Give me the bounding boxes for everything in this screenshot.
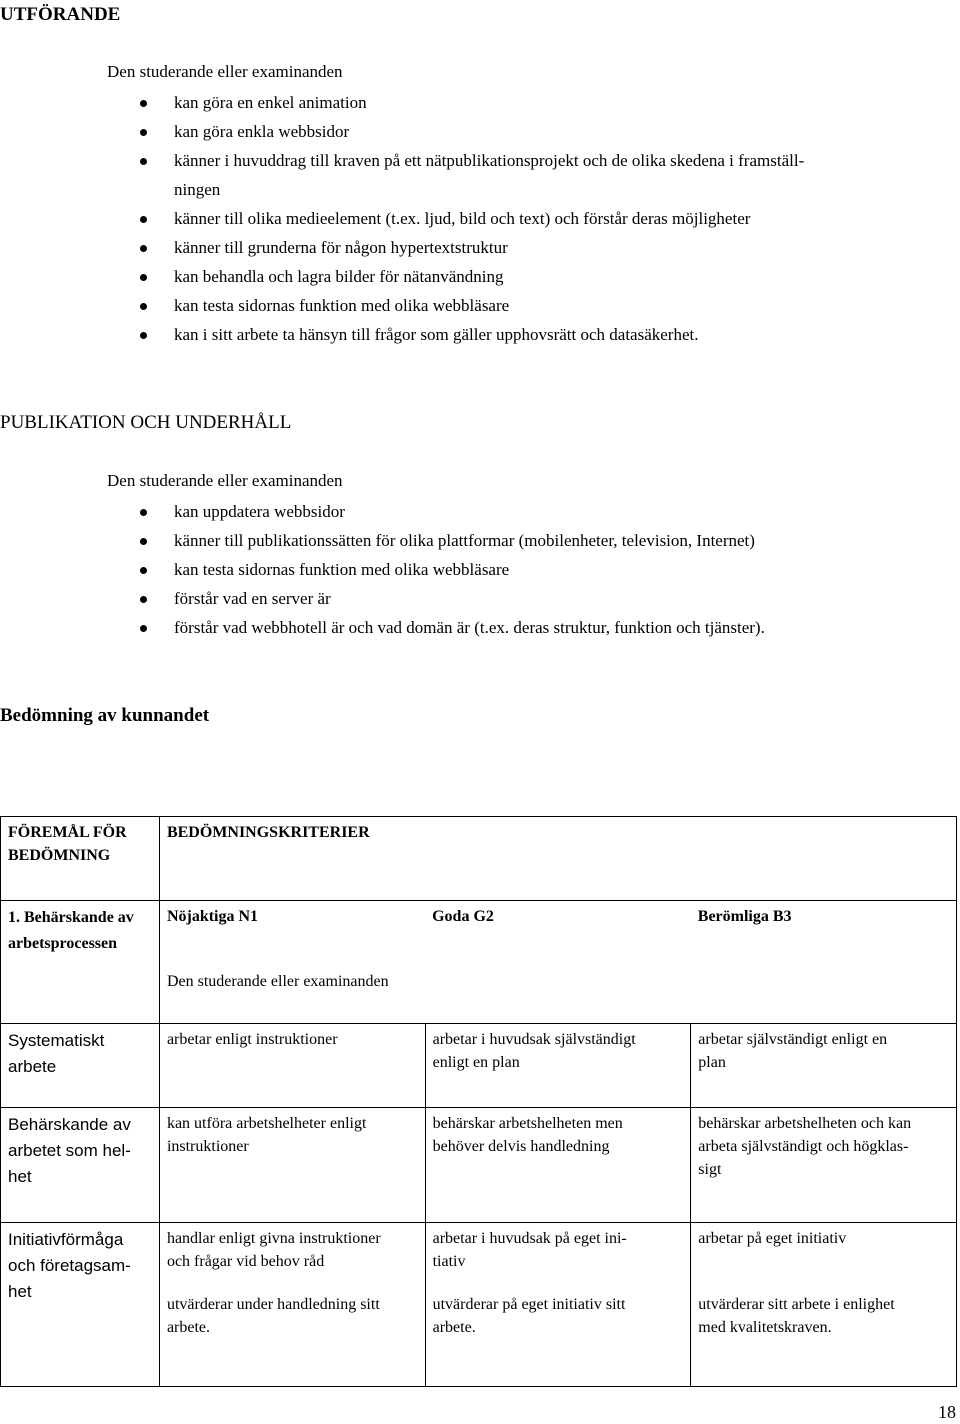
bullet-icon: [140, 567, 147, 574]
bullet-icon: [140, 100, 147, 107]
table-header-row: [1, 817, 957, 901]
bullet-icon: [140, 216, 147, 223]
section1-intro: Den studerande eller examinanden: [107, 62, 343, 81]
bullet-icon: [140, 538, 147, 545]
assessment-table: [0, 816, 957, 1387]
bullet-icon: [140, 509, 147, 516]
cell-g2: behärskar arbetshelheten men behöver delvis handledning: [425, 1108, 691, 1223]
list-item: kan uppdatera webbsidor: [140, 497, 765, 526]
cell-n1: arbetar enligt instruktioner: [159, 1024, 425, 1108]
bullet-icon: [140, 303, 147, 310]
cell-n1: kan utföra arbetshelheter enligt instruktioner: [159, 1108, 425, 1223]
cell-b3: behärskar arbetshelheten och kan arbeta självständigt och högklas- sigt: [691, 1108, 957, 1223]
group-title: 1. Behärskande av arbetsprocessen: [1, 901, 160, 1024]
table-row: [1, 1223, 957, 1387]
list-item: förstår vad en server är: [140, 584, 765, 613]
bullet-icon: [140, 245, 147, 252]
level-b3: Berömliga B3: [691, 901, 957, 956]
list-item: kan göra enkla webbsidor: [140, 117, 804, 146]
section2-intro: Den studerande eller examinanden: [107, 471, 343, 490]
bullet-icon: [140, 332, 147, 339]
cell-g2: arbetar i huvudsak på eget ini- tiativ utvärderar på eget initiativ sitt arbete.: [425, 1223, 691, 1387]
row-label: Behärskande av arbetet som hel- het: [1, 1108, 160, 1223]
bullet-icon: [140, 274, 147, 281]
bullet-icon: [140, 596, 147, 603]
list-item: kan i sitt arbete ta hänsyn till frågor som gäller upphovsrätt och datasäkerhet.: [140, 320, 804, 349]
bullet-icon: [140, 158, 147, 165]
level-g2: Goda G2: [425, 901, 691, 956]
row-label: Initiativförmåga och företagsam- het: [1, 1223, 160, 1387]
section2-heading: PUBLIKATION OCH UNDERHÅLL: [0, 412, 292, 433]
assessment-heading: Bedömning av kunnandet: [0, 705, 210, 726]
cell-b3: arbetar självständigt enligt en plan: [691, 1024, 957, 1108]
table-intro: Den studerande eller examinanden: [159, 956, 956, 1024]
bullet-icon: [140, 625, 147, 632]
list-item: förstår vad webbhotell är och vad domän är (t.ex. deras struktur, funktion och tjänster).: [140, 613, 765, 642]
list-item: kan testa sidornas funktion med olika webbläsare: [140, 555, 765, 584]
section1-heading: UTFÖRANDE: [0, 4, 121, 25]
header-subject: FÖREMÅL FÖR BEDÖMNING: [1, 817, 160, 901]
cell-g2: arbetar i huvudsak självständigt enligt en plan: [425, 1024, 691, 1108]
page-number: 18: [938, 1402, 956, 1422]
row-label: Systematiskt arbete: [1, 1024, 160, 1108]
bullet-icon: [140, 129, 147, 136]
cell-n1: handlar enligt givna instruktioner och frågar vid behov råd utvärderar under handledning sitt arbete.: [159, 1223, 425, 1387]
list-item: känner till grunderna för någon hypertextstruktur: [140, 233, 804, 262]
header-criteria: BEDÖMNINGSKRITERIER: [159, 817, 956, 901]
list-item: känner till olika medieelement (t.ex. ljud, bild och text) och förstår deras möjligheter: [140, 204, 804, 233]
list-item: kan testa sidornas funktion med olika webbläsare: [140, 291, 804, 320]
section1-list: [140, 88, 804, 349]
list-item: känner i huvuddrag till kraven på ett nätpublikationsprojekt och de olika skedena i framställ- ningen: [140, 146, 804, 204]
list-item: känner till publikationssätten för olika plattformar (mobilenheter, television, Internet): [140, 526, 765, 555]
table-row: [1, 1024, 957, 1108]
section2-list: [140, 497, 765, 642]
level-n1: Nöjaktiga N1: [159, 901, 425, 956]
cell-b3: arbetar på eget initiativ utvärderar sitt arbete i enlighet med kvalitetskraven.: [691, 1223, 957, 1387]
table-row: [1, 901, 957, 956]
list-item: kan göra en enkel animation: [140, 88, 804, 117]
list-item: kan behandla och lagra bilder för nätanvändning: [140, 262, 804, 291]
table-row: [1, 1108, 957, 1223]
